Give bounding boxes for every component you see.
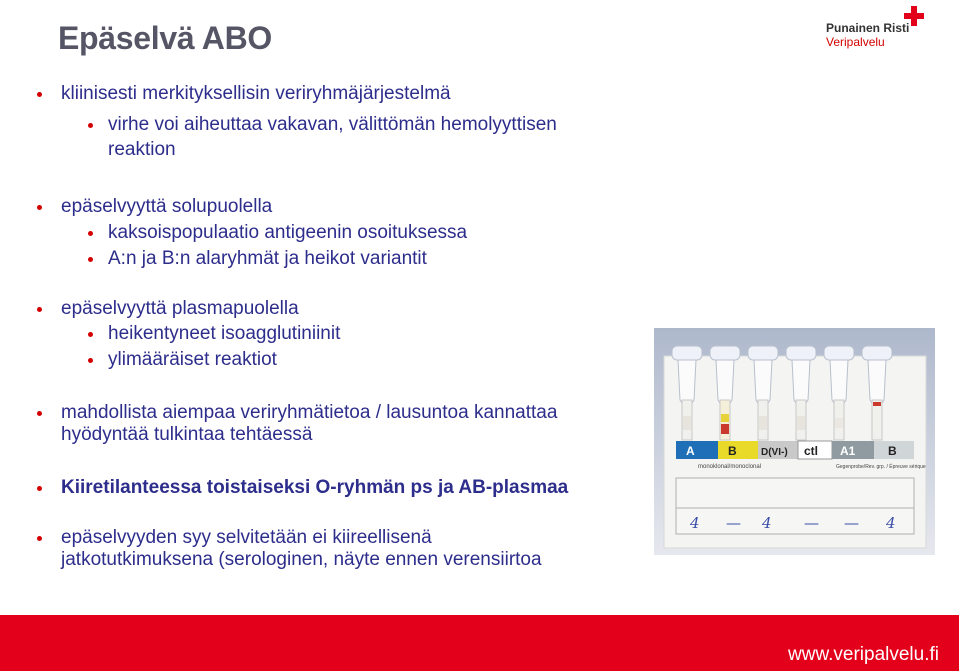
bullet-item: epäselvyyttä solupuolella xyxy=(61,196,273,217)
bullet-icon xyxy=(37,486,42,491)
logo-sub: Veripalvelu xyxy=(826,35,885,49)
bullet-icon xyxy=(88,257,93,262)
footer-url: www.veripalvelu.fi xyxy=(788,644,939,665)
label-ctl: ctl xyxy=(804,444,819,458)
bullet-icon xyxy=(37,92,42,97)
label-d: D(VI-) xyxy=(761,447,788,458)
svg-text:—: — xyxy=(844,514,859,532)
bullet-item: heikentyneet isoagglutiniinit xyxy=(108,323,341,344)
label-a1: A1 xyxy=(840,444,856,458)
bullet-icon xyxy=(37,411,42,416)
footer-bar xyxy=(0,615,959,671)
label-b-reverse: B xyxy=(888,444,897,458)
label-b: B xyxy=(728,444,737,458)
slide-title: Epäselvä ABO xyxy=(58,20,272,56)
bullet-icon xyxy=(37,536,42,541)
bullet-icon xyxy=(88,231,93,236)
bullet-item: epäselvyyden syy selvitetään ei kiireellisenä xyxy=(61,527,432,548)
label-monoclonal: monoklonal/monoclonal xyxy=(698,464,762,470)
bullet-item-continuation: jatkotutkimuksena (serologinen, näyte ennen verensiirtoa xyxy=(61,549,542,570)
bullet-icon xyxy=(88,358,93,363)
label-reverse-group: Gegenprobe/Rev. grp. / Épreuve sérique xyxy=(836,464,926,470)
bullet-item: kaksoispopulaatio antigeenin osoituksessa xyxy=(108,222,468,243)
svg-text:4: 4 xyxy=(690,514,700,532)
svg-text:4: 4 xyxy=(886,514,896,532)
bullet-item: Kiiretilanteessa toistaiseksi O-ryhmän ps ja AB-plasmaa xyxy=(61,477,569,498)
svg-text:4: 4 xyxy=(762,514,772,532)
bullet-icon xyxy=(88,332,93,337)
bullet-icon xyxy=(37,205,42,210)
blood-typing-card-photo xyxy=(654,328,935,555)
bullet-item: mahdollista aiempaa veriryhmätietoa / lausuntoa kannattaa xyxy=(61,402,558,423)
bullet-icon xyxy=(37,307,42,312)
bullet-item-continuation: hyödyntää tulkintaa tehtäessä xyxy=(61,424,313,445)
bullet-item: kliinisesti merkityksellisin veriryhmäjärjestelmä xyxy=(61,83,451,104)
bullet-item-continuation: reaktion xyxy=(108,139,176,160)
bullet-item: ylimääräiset reaktiot xyxy=(108,349,277,370)
bullet-item: epäselvyyttä plasmapuolella xyxy=(61,298,299,319)
svg-text:—: — xyxy=(804,514,819,532)
bullet-icon xyxy=(88,123,93,128)
label-a: A xyxy=(686,444,695,458)
logo-name: Punainen Risti xyxy=(826,21,910,35)
bullet-item: virhe voi aiheuttaa vakavan, välittömän hemolyyttisen xyxy=(108,114,557,135)
bullet-item: A:n ja B:n alaryhmät ja heikot variantit xyxy=(108,248,427,269)
svg-text:—: — xyxy=(726,514,741,532)
